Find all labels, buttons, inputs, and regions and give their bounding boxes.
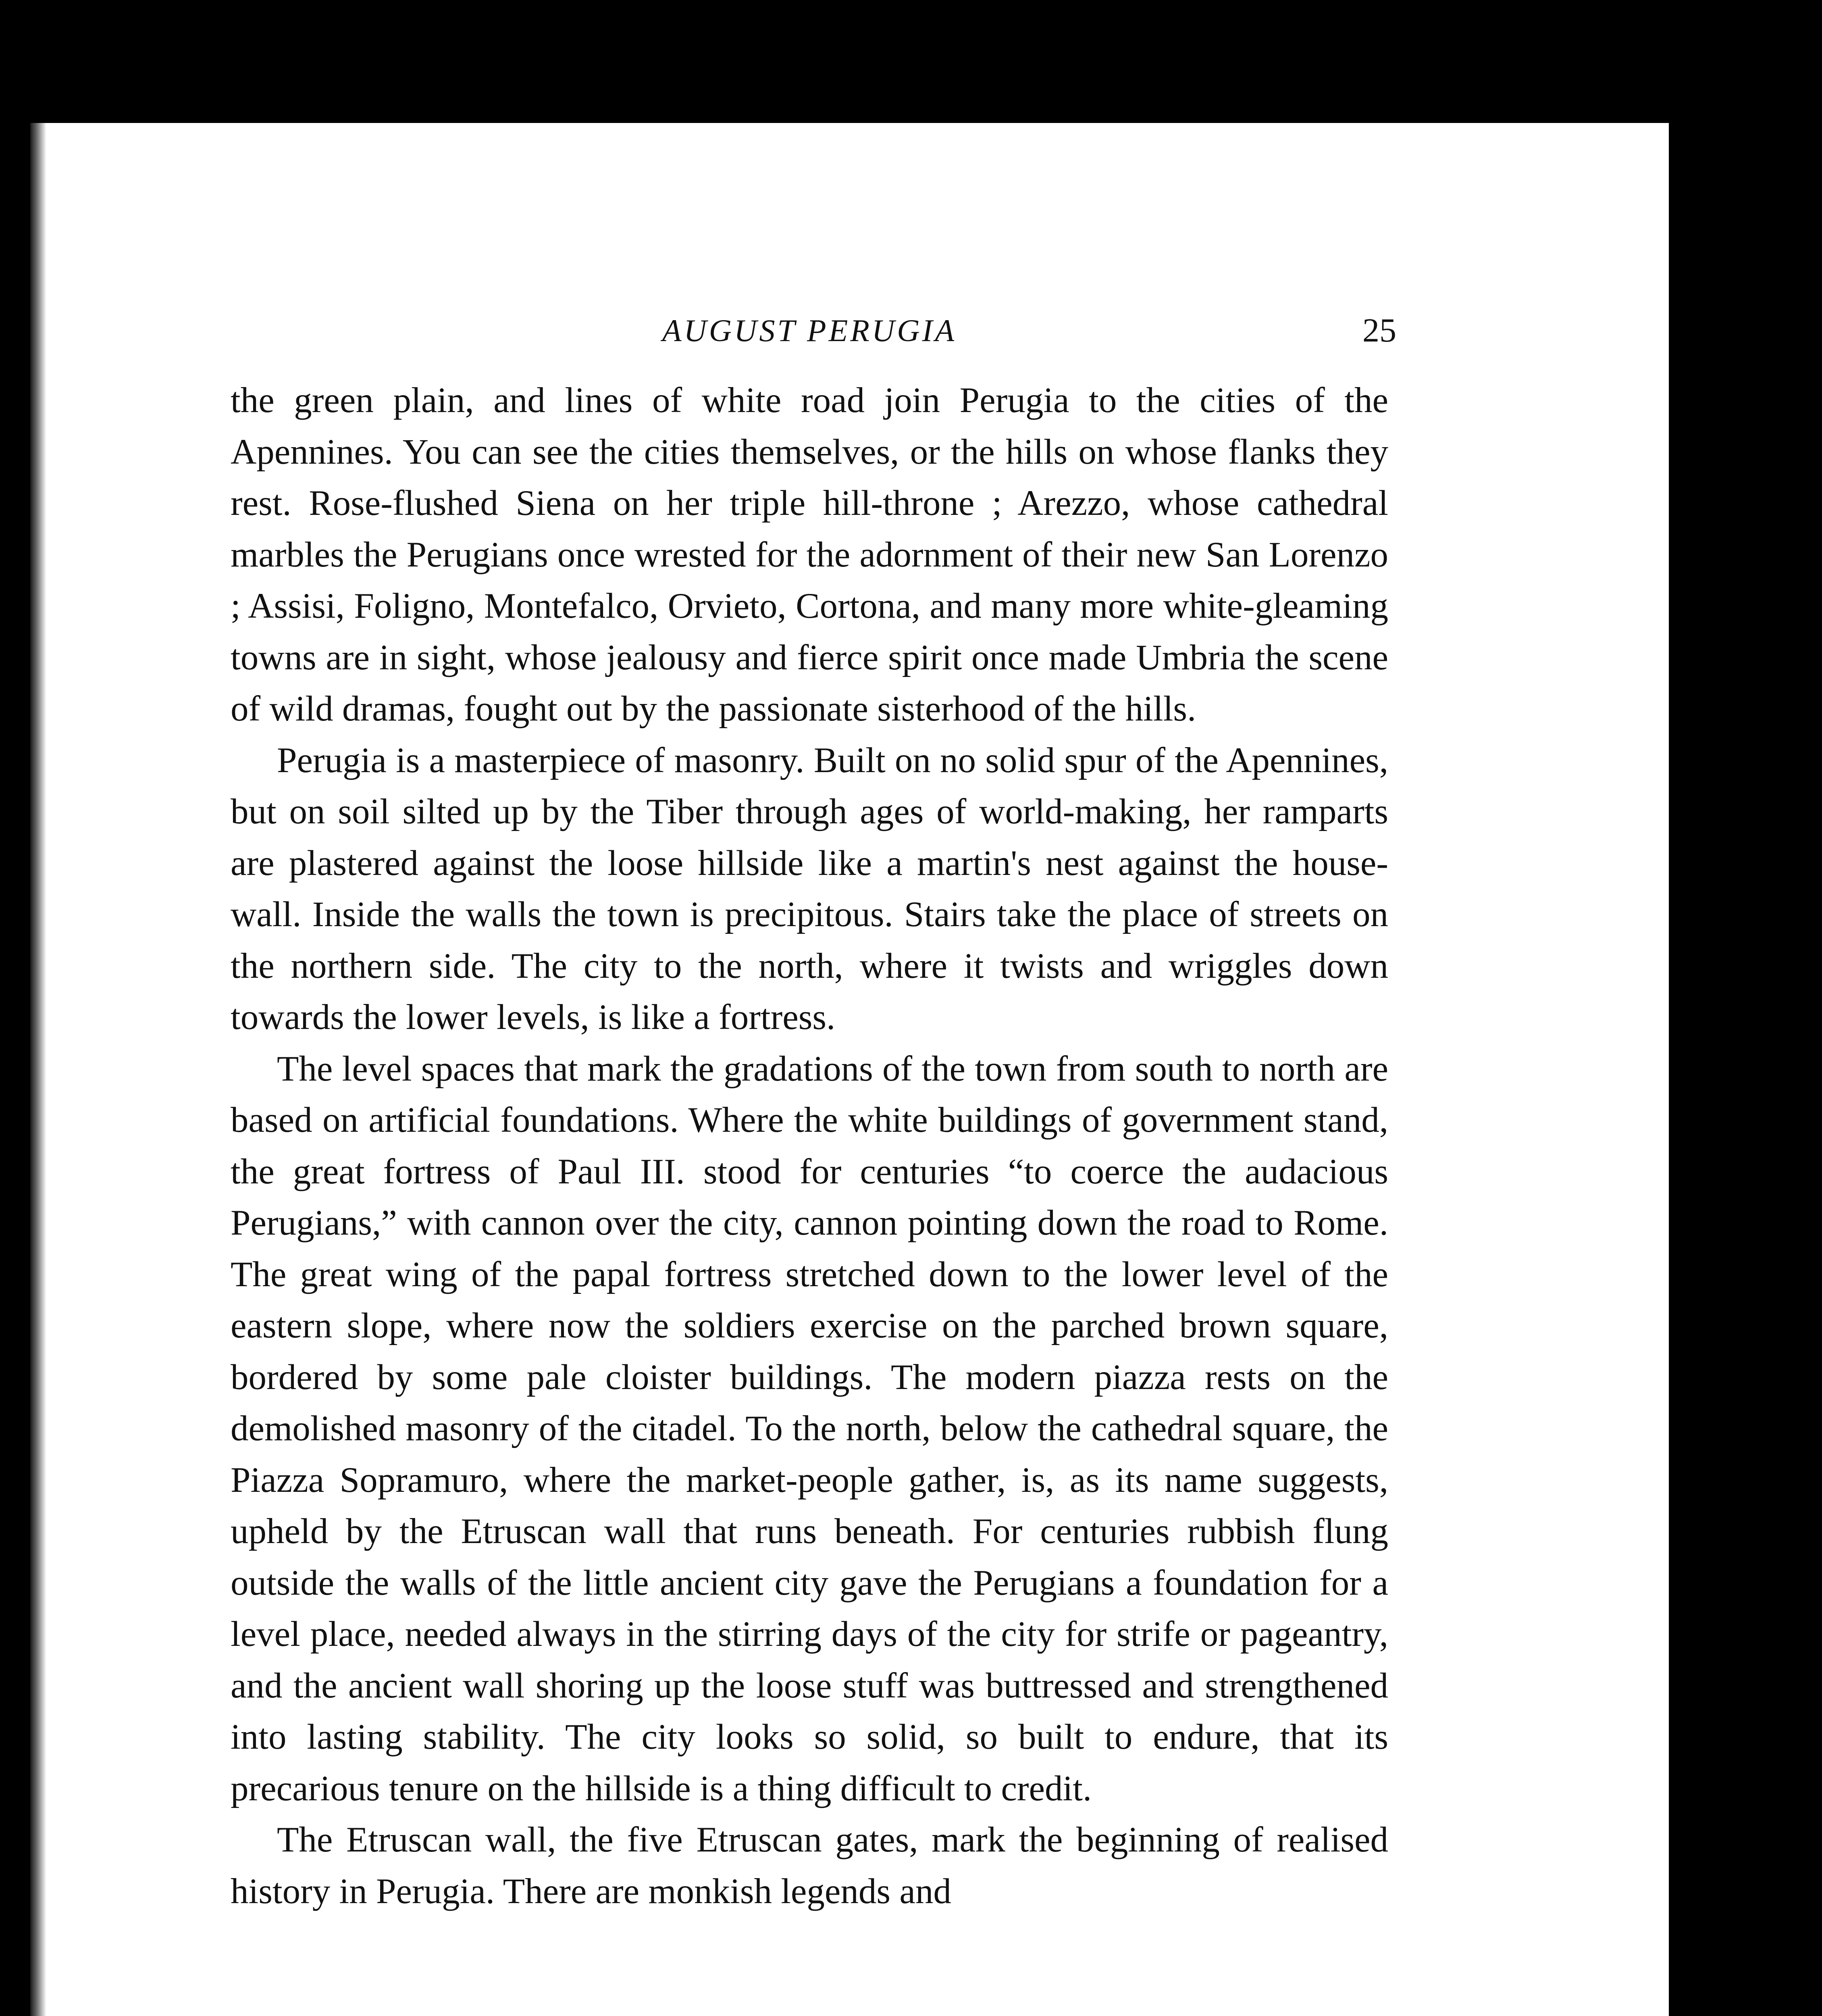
paragraph: The Etruscan wall, the five Etruscan gates, mark the beginning of realised history in Perugia. There are monkish legends and [231,1820,1388,1911]
paragraph: The level spaces that mark the gradations of the town from south to north are based on artificial foundations. Where the white buildings of government stand, the great fortress of Paul III. stood for centuries “to coerce the audacious Perugians,” with cannon over the city, cannon pointing down the road to Rome. The great wing of the papal fortress stretched down to the lower level of the eastern slope, where now the soldiers exercise on the parched brown square, bordered by some pale cloister buildings. The modern piazza rests on the demolished masonry of the citadel. To the north, below the cathedral square, the Piazza Sopramuro, where the market-people gather, is, as its name suggests, upheld by the Etruscan wall that runs beneath. For centuries rubbish flung outside the walls of the little ancient city gave the Perugians a foundation for a level place, needed always in the stirring days of the city for strife or pageantry, and the ancient wall shoring up the loose stuff was buttressed and strengthened into lasting stability. The city looks so solid, so built to endure, that its precarious tenure on the hillside is a thing difficult to credit. [231,1049,1388,1808]
running-head-title: AUGUST PERUGIA [662,313,957,348]
running-head [231,306,1396,355]
paragraph: Perugia is a masterpiece of masonry. Built on no solid spur of the Apennines, but on soil silted up by the Tiber through ages of world-making, her ramparts are plastered against the loose hillside like a martin's nest against the house-wall. Inside the walls the town is precipitous. Stairs take the place of streets on the northern side. The city to the north, where it twists and wriggles down towards the lower levels, is like a fortress. [231,740,1388,1037]
page-number: 25 [1362,312,1396,349]
paragraph-continued: the green plain, and lines of white road join Perugia to the cities of the Apennines. You can see the cities themselves, or the hills on whose flanks they rest. Rose-flushed Siena on her triple hill-throne ; Arezzo, whose cathedral marbles the Perugians once wrested for the adornment of their new San Lorenzo ; Assisi, Foligno, Montefalco, Orvieto, Cortona, and many more white-gleaming towns are in sight, whose jealousy and fierce spirit once made Umbria the scene of wild dramas, fought out by the passionate sisterhood of the hills. [231,381,1388,729]
page-gutter-shadow [30,123,46,2016]
body-text [231,375,1388,1917]
